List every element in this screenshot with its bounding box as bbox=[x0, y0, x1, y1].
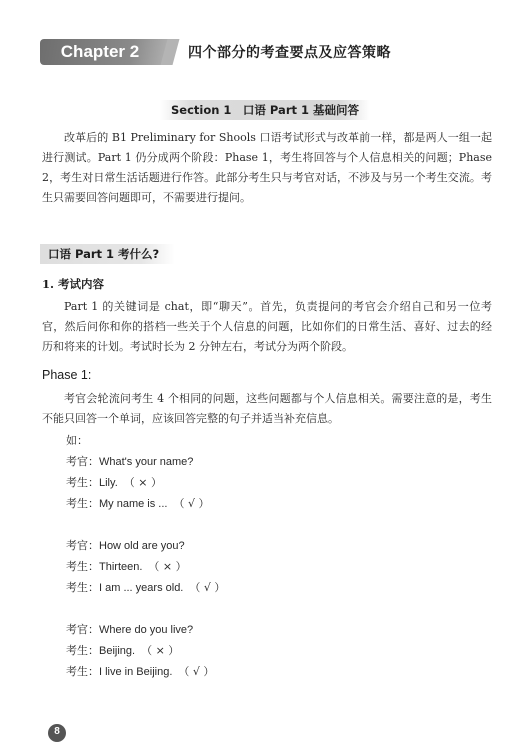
candidate-line bbox=[66, 641, 225, 662]
examiner-role: 考官： bbox=[66, 539, 99, 552]
item1-paragraph: Part 1 的关键词是 chat，即“聊天”。首先，负责提问的考官会介绍自己和另一位考官，然后问你和你的搭档一些关于个人信息的问题，比如你们的日常生活、喜好、过去的经历和将来的计划。考试时长为 2 分钟左右，考试分为两个阶段。 bbox=[42, 300, 492, 353]
intro-paragraph: 改革后的 B1 Preliminary for Shools 口语考试形式与改革前一样，都是两人一组一起进行测试。Part 1 仍分成两个阶段：Phase 1，考生将回答与个人信息相关的问题；Phase 2，考生对日常生活话题进行作答。此部分考生只与考官对话，不涉及与另一个考生交流。考生只需要回答问题即可，不需要进行提问。 bbox=[42, 131, 492, 204]
section-heading: Section 1 口语 Part 1 基础问答 bbox=[160, 100, 370, 120]
candidate-answer: My name is ... bbox=[99, 498, 168, 510]
phase1-paragraph: 考官会轮流问考生 4 个相同的问题，这些问题都与个人信息相关。需要注意的是，考生不能只回答一个单词，应该回答完整的句子并适当补充信息。 bbox=[42, 392, 492, 425]
phase1-heading: Phase 1: bbox=[42, 368, 92, 382]
spacer bbox=[66, 599, 225, 620]
candidate-line bbox=[66, 578, 225, 599]
item1-heading: 1. 考试内容 bbox=[42, 277, 105, 291]
candidate-role: 考生： bbox=[66, 644, 99, 657]
candidate-role: 考生： bbox=[66, 497, 99, 510]
candidate-line bbox=[66, 662, 225, 683]
example-label: 如： bbox=[66, 434, 88, 447]
sub-heading: 口语 Part 1 考什么? bbox=[40, 244, 175, 264]
examiner-question: What's your name? bbox=[99, 456, 194, 468]
candidate-answer: I am ... years old. bbox=[99, 582, 184, 594]
correct-mark: （ √ ） bbox=[173, 497, 210, 510]
candidate-answer: Thirteen. bbox=[99, 561, 143, 573]
correct-mark: （ √ ） bbox=[178, 665, 215, 678]
examiner-question: How old are you? bbox=[99, 540, 185, 552]
candidate-answer: I live in Beijing. bbox=[99, 666, 173, 678]
examiner-role: 考官： bbox=[66, 623, 99, 636]
examiner-line bbox=[66, 452, 225, 473]
wrong-mark: （ × ） bbox=[148, 560, 187, 573]
candidate-line bbox=[66, 494, 225, 515]
candidate-role: 考生： bbox=[66, 665, 99, 678]
candidate-answer: Beijing. bbox=[99, 645, 136, 657]
examiner-line bbox=[66, 620, 225, 641]
chapter-title: 四个部分的考查要点及应答策略 bbox=[188, 45, 391, 61]
candidate-line bbox=[66, 557, 225, 578]
examiner-question: Where do you live? bbox=[99, 624, 194, 636]
candidate-line bbox=[66, 473, 225, 494]
wrong-mark: （ × ） bbox=[123, 476, 162, 489]
correct-mark: （ √ ） bbox=[189, 581, 226, 594]
candidate-role: 考生： bbox=[66, 581, 99, 594]
chapter-badge: Chapter 2 bbox=[40, 39, 170, 65]
candidate-answer: Lily. bbox=[99, 477, 118, 489]
examiner-line bbox=[66, 536, 225, 557]
candidate-role: 考生： bbox=[66, 560, 99, 573]
example-dialogs bbox=[66, 431, 225, 683]
chapter-header bbox=[40, 38, 391, 66]
page-number: 8 bbox=[48, 724, 66, 742]
spacer bbox=[66, 515, 225, 536]
wrong-mark: （ × ） bbox=[141, 644, 180, 657]
candidate-role: 考生： bbox=[66, 476, 99, 489]
examiner-role: 考官： bbox=[66, 455, 99, 468]
